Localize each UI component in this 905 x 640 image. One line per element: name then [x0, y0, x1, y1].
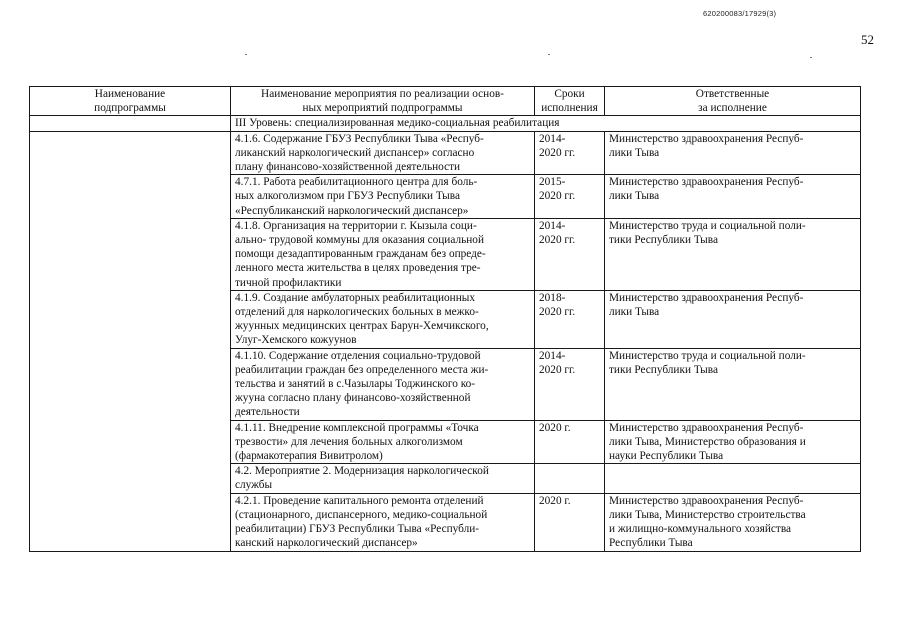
responsible-cell: Министерство труда и социальной поли- тики Республики Тыва [605, 218, 861, 290]
responsible-cell: Министерство труда и социальной поли- тики Республики Тыва [605, 348, 861, 420]
section-title: III Уровень: специализированная медико-социальная реабилитация [231, 116, 861, 131]
term-cell: 2014- 2020 гг. [535, 348, 605, 420]
header-subprogram: Наименование подпрограммы [30, 87, 231, 116]
measure-cell: 4.7.1. Работа реабилитационного центра для боль- ных алкоголизмом при ГБУЗ Республики Тыва «Республиканский наркологический диспансер» [231, 175, 535, 219]
term-cell: 2018- 2020 гг. [535, 290, 605, 348]
term-cell: 2015- 2020 гг. [535, 175, 605, 219]
table-row [30, 131, 861, 175]
measure-cell: 4.1.9. Создание амбулаторных реабилитационных отделений для наркологических больных в межко- жуунных медицинских центрах Барун-Хемчикского, Улуг-Хемского кожуунов [231, 290, 535, 348]
measure-cell: 4.1.8. Организация на территории г. Кызыла соци- ально- трудовой коммуны для оказания социальной помощи дезадаптированным гражданам без опреде- ленного места жительства в целях проведения тре- тичной профилактики [231, 218, 535, 290]
responsible-cell: Министерство здравоохранения Респуб- лики Тыва, Министерство образования и науки Республики Тыва [605, 420, 861, 464]
page-number: 52 [861, 32, 874, 47]
responsible-cell: Министерство здравоохранения Респуб- лики Тыва [605, 175, 861, 219]
responsible-cell: Министерство здравоохранения Респуб- лики Тыва, Министерство строительства и жилищно-коммунального хозяйства Республики Тыва [605, 493, 861, 551]
header-responsible: Ответственные за исполнение [605, 87, 861, 116]
scan-speck [245, 54, 247, 55]
term-cell: 2020 г. [535, 420, 605, 464]
measure-cell: 4.1.11. Внедрение комплексной программы «Точка трезвости» для лечения больных алкоголизмом (фармакотерапия Вивитролом) [231, 420, 535, 464]
header-measure: Наименование мероприятия по реализации основ- ных мероприятий подпрограммы [231, 87, 535, 116]
term-cell: 2014- 2020 гг. [535, 218, 605, 290]
subprogram-cell [30, 131, 231, 551]
responsible-cell: Министерство здравоохранения Респуб- лики Тыва [605, 290, 861, 348]
responsible-cell: Министерство здравоохранения Респуб- лики Тыва [605, 131, 861, 175]
measure-cell: 4.2.1. Проведение капитального ремонта отделений (стационарного, диспансерного, медико-социальной реабилитации) ГБУЗ Республики Тыва «Республи- канский наркологический диспансер» [231, 493, 535, 551]
term-cell [535, 464, 605, 493]
term-cell: 2020 г. [535, 493, 605, 551]
section-row [30, 116, 861, 131]
measures-table [29, 86, 861, 552]
scan-speck [810, 57, 812, 58]
measure-cell: 4.1.10. Содержание отделения социально-трудовой реабилитации граждан без определенного места жи- тельства и занятий в с.Чазылары Тоджинского ко- жууна согласно плану финансово-хозяйственной деятельности [231, 348, 535, 420]
table-header-row [30, 87, 861, 116]
header-term: Сроки исполнения [535, 87, 605, 116]
measure-cell: 4.1.6. Содержание ГБУЗ Республики Тыва «Респуб- ликанский наркологический диспансер» согласно плану финансово-хозяйственной деятельности [231, 131, 535, 175]
scan-speck [548, 54, 550, 55]
responsible-cell [605, 464, 861, 493]
term-cell: 2014- 2020 гг. [535, 131, 605, 175]
document-number: 620200083/17929(3) [703, 9, 777, 18]
measure-cell: 4.2. Мероприятие 2. Модернизация наркологической службы [231, 464, 535, 493]
